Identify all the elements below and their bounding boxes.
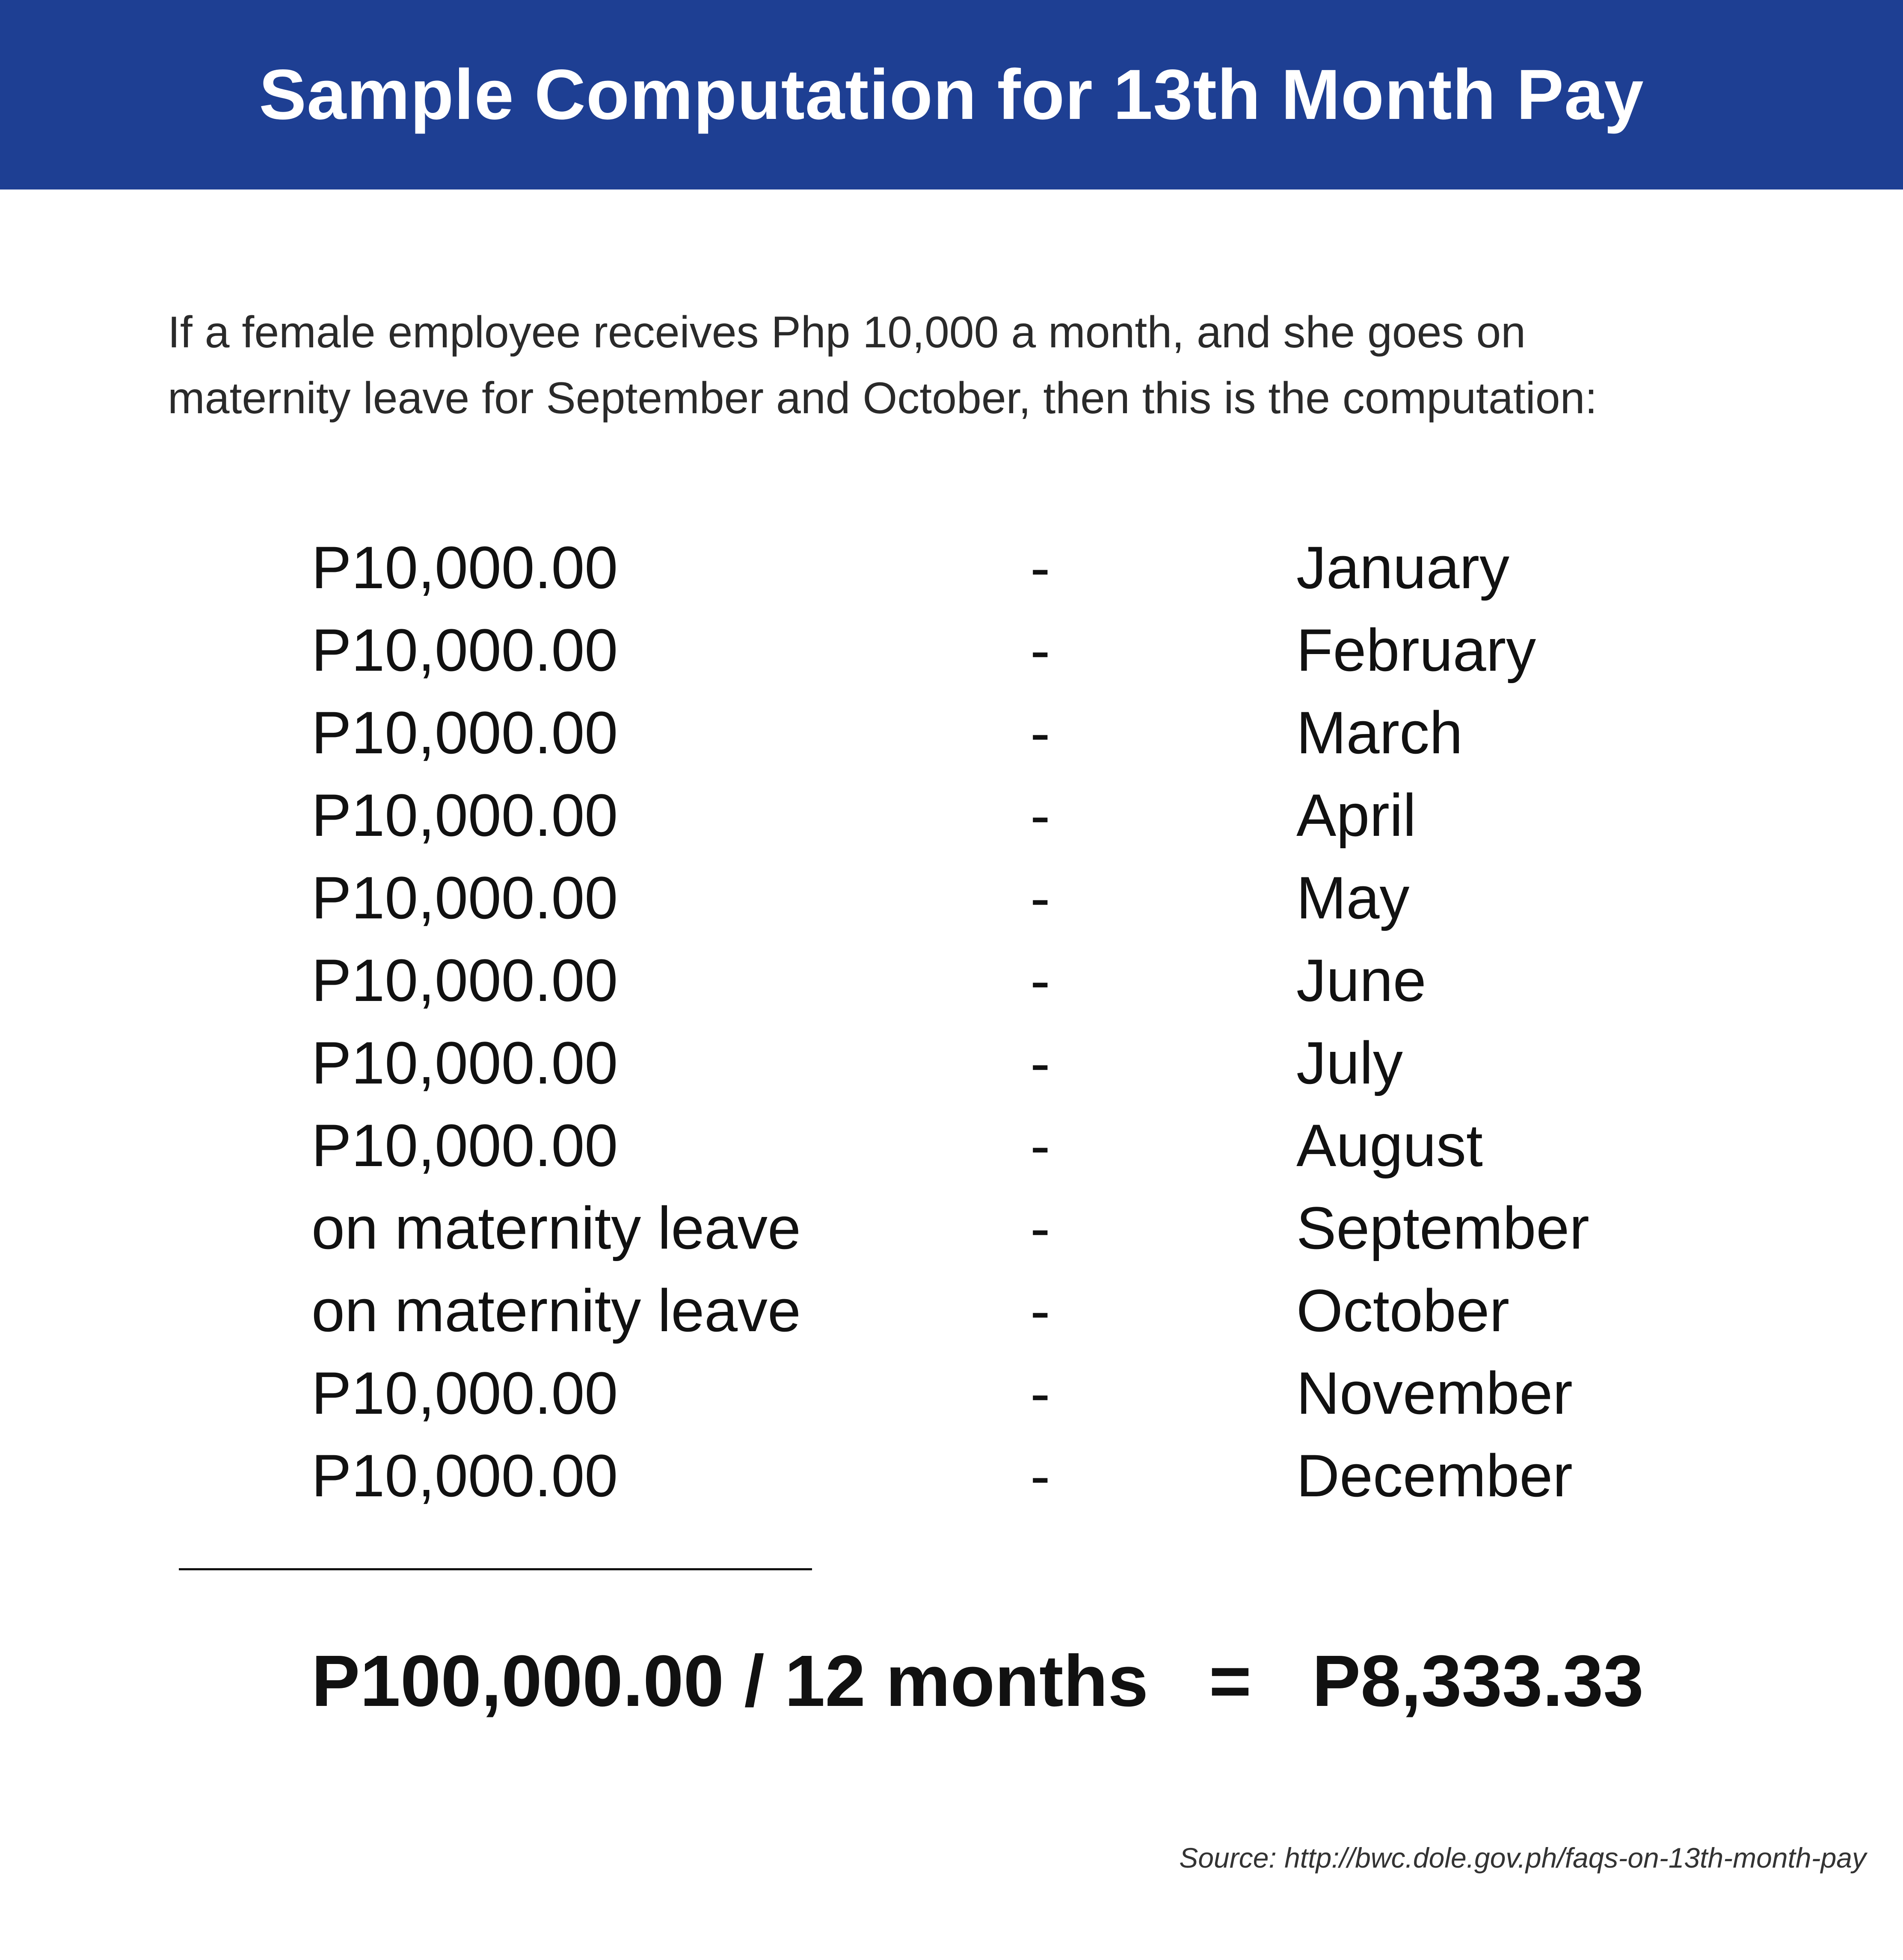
row-amount: on maternity leave: [311, 1277, 801, 1344]
row-separator: -: [1030, 947, 1050, 1014]
row-separator: -: [1030, 1442, 1050, 1509]
row-month: March: [1296, 699, 1463, 766]
row-amount: P10,000.00: [311, 1359, 618, 1427]
row-month: June: [1296, 947, 1426, 1014]
table-row: [0, 1021, 1903, 1104]
row-month: April: [1296, 782, 1417, 849]
row-month: August: [1296, 1112, 1483, 1179]
row-amount: P10,000.00: [311, 534, 618, 601]
row-month: October: [1296, 1277, 1509, 1344]
row-month: December: [1296, 1442, 1573, 1509]
row-separator: -: [1030, 1194, 1050, 1261]
intro-text: [168, 299, 1793, 431]
row-separator: -: [1030, 864, 1050, 931]
header-banner: [0, 0, 1903, 189]
sum-divider-line: [179, 1568, 812, 1570]
result-divide-sign: /: [744, 1640, 765, 1722]
source-citation: Source: http://bwc.dole.gov.ph/faqs-on-13th-month-pay: [1179, 1842, 1866, 1874]
table-row: [0, 1352, 1903, 1434]
row-separator: -: [1030, 1277, 1050, 1344]
row-month: September: [1296, 1194, 1589, 1261]
result-value: P8,333.33: [1312, 1640, 1644, 1722]
result-total: P100,000.00: [311, 1640, 724, 1722]
row-separator: -: [1030, 1029, 1050, 1096]
row-amount: P10,000.00: [311, 782, 618, 849]
result-months: 12 months: [784, 1640, 1149, 1722]
intro-line-1: If a female employee receives Php 10,000 a month, and she goes on: [168, 308, 1526, 357]
row-separator: -: [1030, 699, 1050, 766]
row-separator: -: [1030, 782, 1050, 849]
table-row: [0, 939, 1903, 1021]
page-title: Sample Computation for 13th Month Pay: [259, 55, 1644, 134]
row-month: July: [1296, 1029, 1403, 1096]
computation-table: [0, 526, 1903, 1517]
table-row: [0, 1187, 1903, 1269]
row-separator: -: [1030, 534, 1050, 601]
table-row: [0, 1434, 1903, 1517]
row-separator: -: [1030, 1112, 1050, 1179]
row-month: January: [1296, 534, 1510, 601]
row-separator: -: [1030, 616, 1050, 684]
table-row: [0, 1104, 1903, 1187]
row-month: May: [1296, 864, 1410, 931]
row-amount: P10,000.00: [311, 699, 618, 766]
intro-line-2: maternity leave for September and October, then this is the computation:: [168, 373, 1598, 423]
row-amount: P10,000.00: [311, 1112, 618, 1179]
result-equals-sign: =: [1209, 1640, 1252, 1722]
table-row: [0, 526, 1903, 609]
table-row: [0, 609, 1903, 691]
table-row: [0, 1269, 1903, 1352]
table-row: [0, 774, 1903, 856]
row-month: February: [1296, 616, 1536, 684]
row-amount: P10,000.00: [311, 947, 618, 1014]
row-amount: P10,000.00: [311, 864, 618, 931]
table-row: [0, 856, 1903, 939]
row-month: November: [1296, 1359, 1573, 1427]
result-formula: [311, 1634, 1644, 1728]
table-row: [0, 691, 1903, 774]
row-amount: P10,000.00: [311, 616, 618, 684]
row-amount: P10,000.00: [311, 1442, 618, 1509]
row-separator: -: [1030, 1359, 1050, 1427]
row-amount: on maternity leave: [311, 1194, 801, 1261]
row-amount: P10,000.00: [311, 1029, 618, 1096]
